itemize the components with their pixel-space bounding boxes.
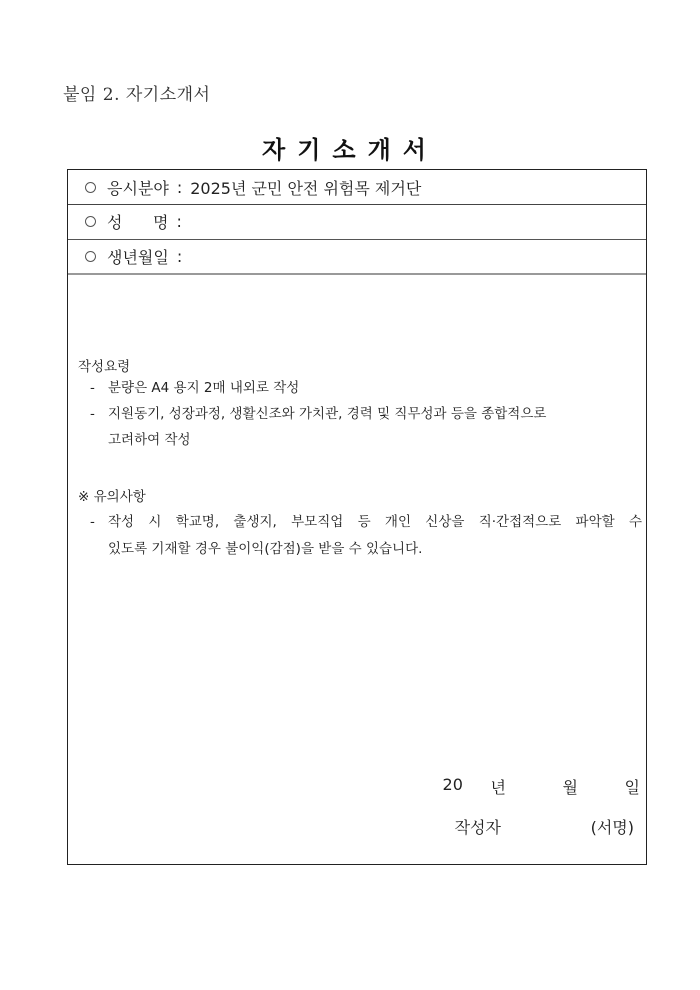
circle-icon [85,251,96,262]
signature-label[interactable]: (서명) [590,818,634,837]
dash-bullet: - [90,514,95,530]
dash-bullet: - [90,406,95,422]
application-area-value[interactable]: 2025년 군민 안전 위험목 제거단 [190,178,422,198]
field-row-application-area [68,170,646,205]
signer-line [455,815,634,838]
reference-mark-icon: ※ [78,489,90,505]
field-separator: : [176,177,183,197]
circle-icon [85,182,96,193]
document-title: 자기소개서 [262,136,438,164]
date-line [443,775,640,798]
field-separator: : [176,246,183,266]
field-separator: : [176,212,182,231]
date-year-prefix: 20 [442,775,463,794]
field-label: 응시분야 [107,178,169,198]
guide-item-text: 분량은 A4 용지 2매 내외로 작성 [108,380,300,396]
guide-item [90,401,642,453]
circle-icon [85,216,96,227]
attachment-label: 붙임 2. 자기소개서 [63,85,211,105]
notice-item-line [90,509,642,536]
essay-body-area[interactable] [68,275,646,864]
notice-item-continuation: 있도록 기재할 경우 불이익(감점)을 받을 수 있습니다. [108,541,423,557]
field-row-name [68,204,646,240]
field-label: 성 명 [107,213,169,232]
guide-item-continuation: 고려하여 작성 [108,432,191,448]
writer-label: 작성자 [454,818,501,837]
dash-bullet: - [90,380,95,396]
date-day-unit: 일 [624,778,640,797]
guide-item-text: 지원동기, 성장과정, 생활신조와 가치관, 경력 및 직무성과 등을 종합적으로 [108,406,547,422]
guide-title: 작성요령 [78,359,131,375]
self-introduction-form [67,169,647,865]
guide-item [90,375,642,401]
date-year-unit: 년 [490,778,506,797]
notice-item [90,509,642,563]
date-month-unit: 월 [562,778,578,797]
notice-title [78,485,146,505]
notice-item-text: 작성 시 학교명, 출생지, 부모직업 등 개인 신상을 직·간접적으로 파악할 수 [108,514,642,530]
field-row-birthdate [68,239,646,275]
field-label: 생년월일 [107,247,169,267]
notice-title-text: 유의사항 [93,489,146,505]
